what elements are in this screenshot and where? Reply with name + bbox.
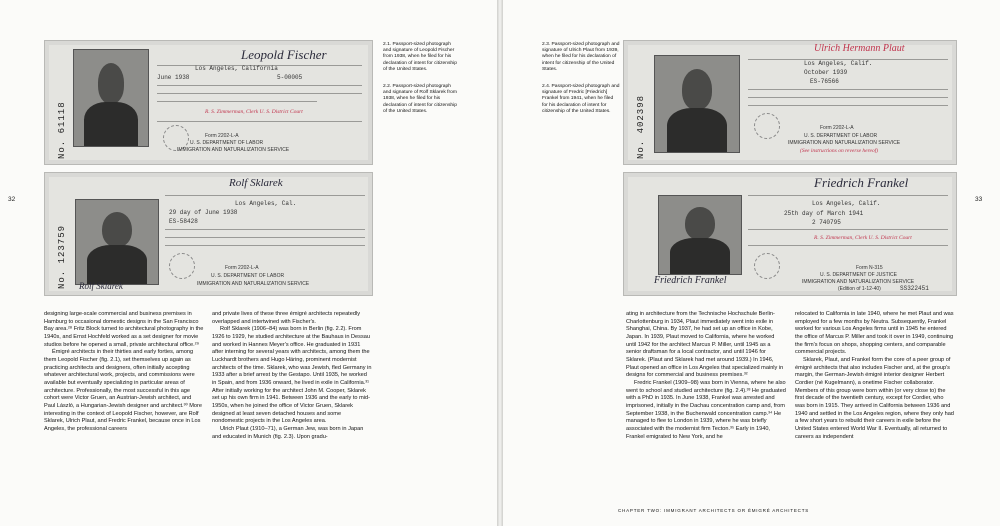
text-column-1 <box>44 311 204 434</box>
certificate-serial: No. 61118 <box>57 101 67 159</box>
seal-stamp <box>754 113 780 139</box>
certificate-place: Los Angeles, California <box>195 65 278 72</box>
form-number: Form 2202-L-A <box>205 133 239 139</box>
caption-2-3: 2.3. Passport-sized photograph and signature of Ulrich Plaut from 1939, when he filed for his declaration of intent for citizenship of the United States. <box>542 42 620 72</box>
certificate-sklarek <box>44 172 373 296</box>
form-number: Form N-315 <box>856 265 883 271</box>
certificate-place: Los Angeles, Cal. <box>235 200 297 207</box>
certificate-place: Los Angeles, Calif. <box>812 200 881 207</box>
certificate-place: Los Angeles, Calif. <box>804 60 873 67</box>
department-name: U. S. DEPARTMENT OF LABOR <box>211 273 285 279</box>
left-page <box>0 0 497 526</box>
paragraph: Rolf Sklarek (1906–84) was born in Berlin (fig. 2.2). From 1926 to 1929, he studied architecture at the Bauhaus in Dessau and worked in Hannes Meyer's office. He graduated in 1931 after interning for several years with architects, among them the Luckhardt brothers and Hugo Häring, prominent modernist architects of the time. Sklarek, who was Jewish, fled Germany in 1933 after a brief arrest by the Gestapo. Until 1935, he worked in Spain, and from 1936 onward, he lived in exile in California.³¹ After initially working for the architect John M. Cooper, Sklarek set up his own firm in 1941. Between 1936 and the early to mid-1950s, when he joined the office of Victor Gruen, Sklarek designed at least seven detached houses and some nondomestic projects in the Los Angeles area. <box>212 326 372 425</box>
certificate-number: ES-76566 <box>810 78 839 85</box>
signature-sklarek: Rolf Sklarek <box>229 177 283 189</box>
running-head: CHAPTER TWO: IMMIGRANT ARCHITECTS OR ÉMIGRÉ ARCHITECTS <box>618 508 810 513</box>
signature-fischer: Leopold Fischer <box>241 47 327 62</box>
portrait-photo-fischer <box>73 49 149 147</box>
text-column-4 <box>795 311 955 441</box>
page-number-left: 32 <box>8 196 16 203</box>
paragraph: Ulrich Plaut (1910–71), a German Jew, was born in Japan and educated in Munich (fig. 2.3). Upon gradu- <box>212 425 364 440</box>
text-column-3 <box>626 311 786 441</box>
page-number-right: 33 <box>975 196 983 203</box>
service-name: IMMIGRATION AND NATURALIZATION SERVICE <box>177 147 290 153</box>
paragraph: Fredric Frankel (1909–98) was born in Vienna, where he also went to school and studied architecture (fig. 2.4).³³ He graduated with a PhD in 1935. In June 1938, Frankel was arrested and imprisoned, initially in the Dachau concentration camp and, from September 1938, in the Buchenwald concentration camp.³⁴ He managed to flee to London in 1939, where he was briefly associated with the modernist firm Tecton.³⁵ Early in 1940, Frankel emigrated to New York, and he <box>626 379 786 440</box>
photo-signature-sklarek: Rolf Sklarek <box>79 281 123 291</box>
paragraph: Sklarek, Plaut, and Frankel form the core of a peer group of émigré architects that also includes Fischer and, at the group's margin, the German-Jewish émigré interior designer Herbert Cordier (né Kugelmann), a onetime Fischer collaborator. Members of this group were born within (or very close to) the first decade of the twentieth century, except for Cordier, who was born in 1915. They arrived in California between 1936 and 1940 and settled in the Los Angeles region, where they only had a few short years to rebuild their careers in exile before the United States entered World War II. Eventually, all returned to careers as independent <box>795 356 954 440</box>
signature-frankel: Friedrich Frankel <box>814 175 909 190</box>
instructions-note: (See instructions on reverse hereof) <box>800 148 879 154</box>
right-page <box>503 0 1000 526</box>
paragraph: designing large-scale commercial and business premises in Hamburg to occasional domestic designs in the San Francisco Bay area.²⁸ Fritz Block turned to architectural photography in the 1940s, and Ernst Hochfeld worked as a set designer for movie studios before he opened a small, private architectural office.²⁹ <box>44 311 204 348</box>
signature-plaut: Ulrich Hermann Plaut <box>814 43 905 54</box>
portrait-photo-sklarek <box>75 199 159 285</box>
clerk-stamp: R. S. Zimmerman, Clerk U. S. District Court <box>814 235 912 241</box>
certificate-number: ES-58428 <box>169 218 198 225</box>
certificate-plaut <box>623 40 957 165</box>
certificate-date: 25th day of March 1941 <box>784 210 864 217</box>
certificate-number: 2 740795 <box>812 219 841 226</box>
seal-number: SS322451 <box>900 285 929 292</box>
certificate-fischer <box>44 40 373 165</box>
department-name: U. S. DEPARTMENT OF LABOR <box>190 140 264 146</box>
certificate-date: October 1939 <box>804 69 848 76</box>
photo-signature-frankel: Friedrich Frankel <box>654 275 727 286</box>
certificate-date: June 1938 <box>157 74 190 81</box>
certificate-serial: No. 123759 <box>57 224 67 289</box>
service-name: IMMIGRATION AND NATURALIZATION SERVICE <box>802 279 915 285</box>
text-column-2 <box>212 311 372 441</box>
clerk-stamp: R. S. Zimmerman, Clerk U. S. District Court <box>205 109 303 115</box>
certificate-date: 29 day of June 1938 <box>169 209 238 216</box>
paragraph: ating in architecture from the Technische Hochschule Berlin-Charlottenburg in 1934, Plaut immediately went into exile in Shanghai, China. By 1937, he had set up an office in Kobe, Japan. In 1939, Plaut moved to California, where he worked until 1942 for the architect Marcus P. Miller, until 1945 as a senior draftsman for a local contractor, and until 1946 for Sklarek. (Plaut and Sklarek had met around 1939.) In 1946, Plaut opened an office in Los Angeles that specialized mainly in designs for commercial and business premises.³² <box>626 311 784 379</box>
seal-stamp <box>754 253 780 279</box>
seal-stamp <box>169 253 195 279</box>
portrait-photo-frankel <box>658 195 742 275</box>
caption-2-1: 2.1. Passport-sized photograph and signature of Leopold Fischer from 1938, when he filed for his declaration of intent for citizenship of the United States. <box>383 42 457 72</box>
certificate-frankel <box>623 172 957 296</box>
caption-2-4: 2.4. Passport-sized photograph and signature of Fredric [Friedrich] Frankel from 1941, when he filed for his declaration of intent for citizenship of the United States. <box>542 84 620 114</box>
certificate-serial: No. 402398 <box>636 94 646 159</box>
certificate-number: 5-00005 <box>277 74 303 81</box>
caption-2-2: 2.2. Passport-sized photograph and signature of Rolf Sklarek from 1938, when he filed for his declaration of intent for citizenship of the United States. <box>383 84 457 114</box>
paragraph: relocated to California in late 1940, where he met Plaut and was employed for a few months by Neutra. Subsequently, Frankel worked for various Los Angeles firms until in 1945 he entered the office of Marcus P. Miller and took it over in 1949, continuing the firm's focus on shops, shopping centers, and comparable commercial projects. <box>795 311 954 356</box>
portrait-photo-plaut <box>654 55 740 153</box>
department-name: U. S. DEPARTMENT OF JUSTICE <box>820 272 897 278</box>
service-name: IMMIGRATION AND NATURALIZATION SERVICE <box>788 140 901 146</box>
edition-note: (Edition of 1-12-40) <box>838 286 881 292</box>
service-name: IMMIGRATION AND NATURALIZATION SERVICE <box>197 281 310 287</box>
paragraph: and private lives of these three émigré architects repeatedly overlapped and intertwined with Fischer's. <box>212 311 361 325</box>
paragraph: Émigré architects in their thirties and early forties, among them Leopold Fischer (fig. 2.1), set themselves up again as practicing architects and designers, often initially accepting whatever architectural work, projects, and commissions were available but eventually specializing in particular areas of architecture. Professionally, the most successful in this age cohort were Victor Gruen, an Austrian-Jewish architect, and Paul László, a Hungarian-Jewish designer and architect.³⁰ More interesting in the context of Leopold Fischer, however, are Rolf Sklarek, Ulrich Plaut, and Fredric Frankel, because once in Los Angeles, the professional careers <box>44 349 203 432</box>
department-name: U. S. DEPARTMENT OF LABOR <box>804 133 878 139</box>
form-number: Form 2202-L-A <box>820 125 854 131</box>
form-number: Form 2202-L-A <box>225 265 259 271</box>
